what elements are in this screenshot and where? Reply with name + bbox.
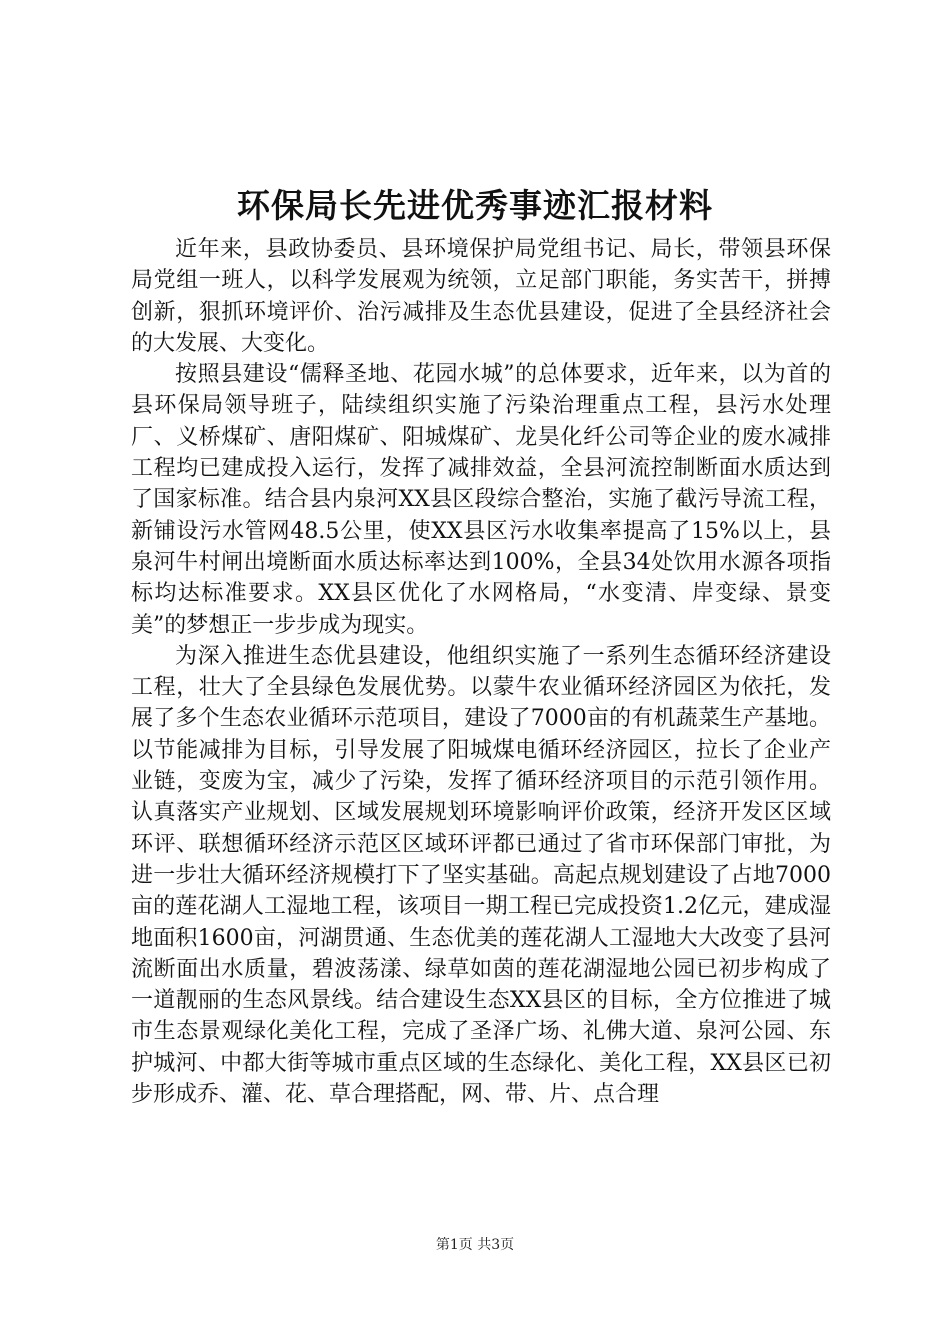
paragraph-2: 按照县建设“儒释圣地、花园水城”的总体要求，近年来，以为首的县环保局领导班子，陆续组织实施了污染治理重点工程，县污水处理厂、义桥煤矿、唐阳煤矿、阳城煤矿、龙昊化纤公司等企业的废水减排工程均已建成投入运行，发挥了减排效益，全县河流控制断面水质达到了国家标准。结合县内泉河XX县区段综合整治，实施了截污导流工程，新铺设污水管网48.5公里，使XX县区污水收集率提高了15%以上，县泉河牛村闸出境断面水质达标率达到100%，全县34处饮用水源各项指标均达标准要求。XX县区优化了水网格局，“水变清、岸变绿、景变美”的梦想正一步步成为现实。: [131, 362, 831, 638]
page-footer: 第1页 共3页: [435, 1237, 515, 1253]
paragraph-1: 近年来，县政协委员、县环境保护局党组书记、局长，带领县环保局党组一班人，以科学发展观为统领，立足部门职能，务实苦干，拼搏创新，狠抓环境评价、治污减排及生态优县建设，促进了全县经济社会的大发展、大变化。: [131, 237, 831, 356]
document-title: 环保局长先进优秀事迹汇报材料: [237, 186, 713, 225]
paragraph-3: 为深入推进生态优县建设，他组织实施了一系列生态循环经济建设工程，壮大了全县绿色发展优势。以蒙牛农业循环经济园区为依托，发展了多个生态农业循环示范项目，建设了7000亩的有机蔬菜生产基地。以节能减排为目标，引导发展了阳城煤电循环经济园区，拉长了企业产业链，变废为宝，减少了污染，发挥了循环经济项目的示范引领作用。认真落实产业规划、区域发展规划环境影响评价政策，经济开发区区域环评、联想循环经济示范区区域环评都已通过了省市环保部门审批，为进一步壮大循环经济规模打下了坚实基础。高起点规划建设了占地7000亩的莲花湖人工湿地工程，该项目一期工程已完成投资1.2亿元，建成湿地面积1600亩，河湖贯通、生态优美的莲花湖人工湿地大大改变了县河流断面出水质量，碧波荡漾、绿草如茵的莲花湖湿地公园已初步构成了一道靓丽的生态风景线。结合建设生态XX县区的目标，全方位推进了城市生态景观绿化美化工程，完成了圣泽广场、礼佛大道、泉河公园、东护城河、中都大街等城市重点区域的生态绿化、美化工程，XX县区已初步形成乔、灌、花、草合理搭配，网、带、片、点合理: [131, 643, 831, 1108]
document-body: [131, 234, 831, 1110]
